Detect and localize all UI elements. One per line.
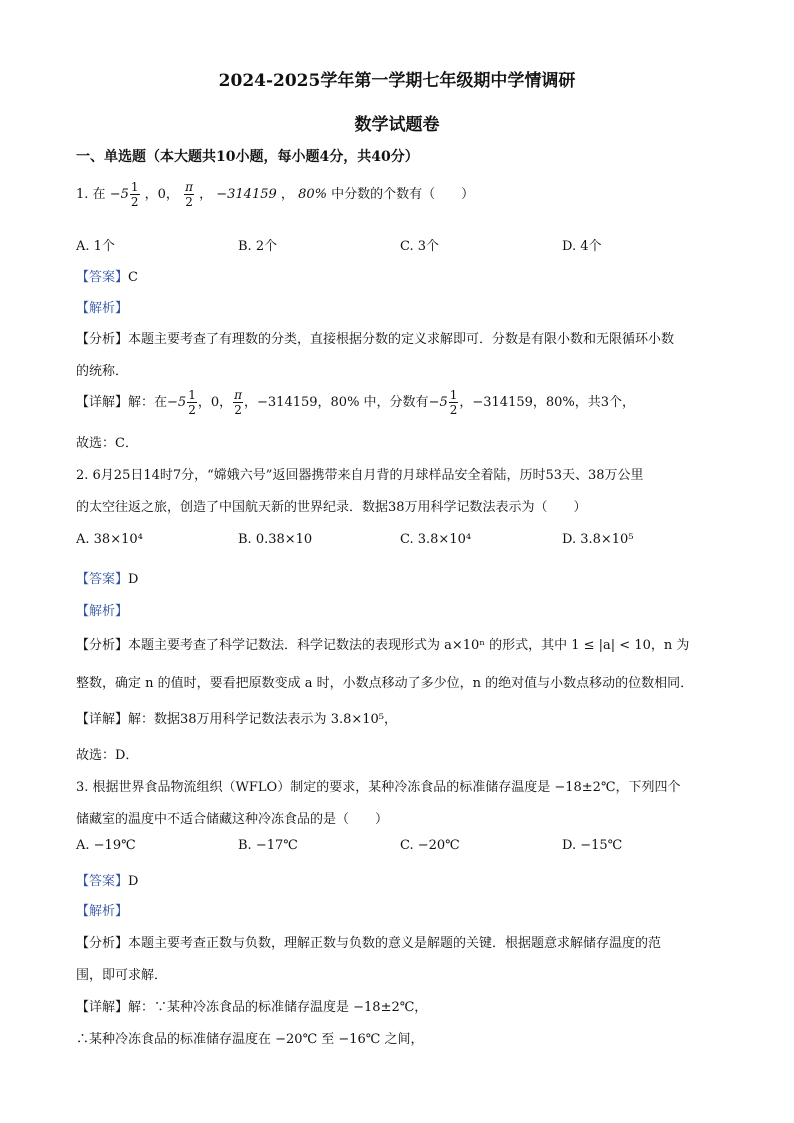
q1-option-d: D. 4个 xyxy=(562,239,602,254)
q2-answer-label: 【答案】 xyxy=(76,572,129,587)
q2-fenxi-line1 xyxy=(76,634,689,653)
q1-xiangjie-a: 解：在 xyxy=(128,395,168,410)
q1-answer-label: 【答案】 xyxy=(76,270,129,285)
q1-fraction xyxy=(130,180,140,209)
q1-analysis-label: 【解析】 xyxy=(76,301,129,316)
q3-fenxi-line1 xyxy=(76,932,661,951)
q1-xj-pi-den: 2 xyxy=(234,403,242,417)
q3-answer-value: D xyxy=(128,874,139,889)
q3-answer-label: 【答案】 xyxy=(76,874,129,889)
q1-fenxi-label: 【分析】 xyxy=(76,332,129,347)
q1-num314: −314159 xyxy=(216,187,277,202)
q1-xiangjie-c: ，−314159，80% 中，分数有 xyxy=(244,395,429,410)
q3-fenxi-line2: 围，即可求解． xyxy=(76,968,168,983)
q1-option-a: A. 1个 xyxy=(76,239,115,254)
q1-frac-num: 1 xyxy=(130,180,139,194)
q1-xj-whole-2: −5 xyxy=(428,395,448,410)
q3-analysis-label: 【解析】 xyxy=(76,904,129,919)
q2-xiangjie xyxy=(76,708,397,727)
q3-xiangjie-label: 【详解】 xyxy=(76,1000,129,1015)
q1-option-b: B. 2个 xyxy=(238,239,278,254)
q1-xiangjie-label: 【详解】 xyxy=(76,395,129,410)
q3-xiangjie-text: 解：∵某种冷冻食品的标准储存温度是 −18±2℃， xyxy=(128,1000,428,1015)
question-3-line1: 3. 根据世界食品物流组织（WFLO）制定的要求，某种冷冻食品的标准储存温度是 −18±2℃，下列四个 xyxy=(76,780,681,795)
q3-option-b: B. −17℃ xyxy=(238,838,298,853)
q1-xj-frac-den-2: 2 xyxy=(449,403,458,417)
q2-option-a: A. 38×10⁴ xyxy=(76,532,143,547)
q1-sep2: ， xyxy=(199,187,213,202)
page-title: 2024-2025学年第一学期七年级期中学情调研 xyxy=(218,71,576,91)
q3-answer xyxy=(76,870,138,889)
q1-pi-num: π xyxy=(185,180,193,194)
q1-prefix: 1. 在 xyxy=(76,187,106,202)
page-subtitle: 数学试题卷 xyxy=(354,115,440,135)
q1-sep1: ，0， xyxy=(144,187,179,202)
q1-pi-den: 2 xyxy=(185,195,193,209)
q1-fenxi-text: 本题主要考查了有理数的分类，直接根据分数的定义求解即可．分数是有限小数和无限循环小数 xyxy=(128,332,675,347)
q2-fenxi-text: 本题主要考查了科学记数法．科学记数法的表现形式为 a×10ⁿ 的形式，其中 1 ≤ |a| < 10，n 为 xyxy=(128,638,690,653)
q2-xiangjie-label: 【详解】 xyxy=(76,712,129,727)
q2-xiangjie-text: 解：数据38万用科学记数法表示为 3.8×10⁵， xyxy=(128,712,398,727)
q1-fenxi-line2: 的统称． xyxy=(76,364,129,379)
q2-fenxi-line2: 整数，确定 n 的值时，要看把原数变成 a 时，小数点移动了多少位，n 的绝对值与小数点移动的位数相同． xyxy=(76,676,694,691)
q1-xj-whole: −5 xyxy=(167,395,187,410)
q1-option-c: C. 3个 xyxy=(400,239,440,254)
q1-suffix: 中分数的个数有（ ） xyxy=(331,187,475,202)
q2-analysis-label: 【解析】 xyxy=(76,604,129,619)
question-1-stem xyxy=(76,180,474,210)
q1-xj-frac-num: 1 xyxy=(188,388,196,402)
q1-fenxi-line1 xyxy=(76,328,674,347)
q1-pi-fraction xyxy=(184,180,194,209)
q1-xiangjie xyxy=(76,386,635,420)
q1-xj-fraction xyxy=(187,388,197,417)
q1-xj-pi-fraction xyxy=(233,388,243,417)
q2-conclusion: 故选：D． xyxy=(76,748,139,763)
q1-sep3: ， xyxy=(280,187,294,202)
question-2-line2: 的太空往返之旅，创造了中国航天新的世界纪录．数据38万用科学记数法表示为（ ） xyxy=(76,500,587,515)
q2-option-b: B. 0.38×10 xyxy=(238,532,313,547)
q1-mixed-whole: −5 xyxy=(109,187,129,202)
q2-answer-value: D xyxy=(128,572,139,587)
q2-option-d: D. 3.8×10⁵ xyxy=(562,532,634,547)
section-heading: 一、单选题（本大题共10小题，每小题4分，共40分） xyxy=(76,149,419,165)
q1-conclusion: 故选：C． xyxy=(76,436,138,451)
q1-xiangjie-d: ，−314159，80%，共3个， xyxy=(459,395,636,410)
q3-fenxi-label: 【分析】 xyxy=(76,936,129,951)
q2-answer xyxy=(76,568,138,587)
q1-xj-pi-num: π xyxy=(234,388,243,402)
q3-option-c: C. −20℃ xyxy=(400,838,460,853)
q1-xj-fraction-2 xyxy=(449,388,459,417)
q1-answer xyxy=(76,266,138,285)
q1-xiangjie-b: ，0， xyxy=(197,395,233,410)
q1-frac-den: 2 xyxy=(130,195,139,209)
q2-fenxi-label: 【分析】 xyxy=(76,638,129,653)
q1-xj-frac-num-2: 1 xyxy=(449,388,458,402)
q1-answer-value: C xyxy=(128,270,138,285)
question-2-line1: 2. 6月25日14时7分，“嫦娥六号”返回器携带来自月背的月球样品安全着陆，历时53天、38万公里 xyxy=(76,468,644,483)
question-3-line2: 储藏室的温度中不适合储藏这种冷冻食品的是（ ） xyxy=(76,812,389,827)
q3-fenxi-text: 本题主要考查正数与负数，理解正数与负数的意义是解题的关键．根据题意求解储存温度的范 xyxy=(128,936,662,951)
q3-option-d: D. −15℃ xyxy=(562,838,623,853)
q2-option-c: C. 3.8×10⁴ xyxy=(400,532,472,547)
q3-option-a: A. −19℃ xyxy=(76,838,136,853)
q1-pct: 80% xyxy=(298,187,327,202)
q1-xj-frac-den: 2 xyxy=(188,403,196,417)
q3-xiangjie-line1 xyxy=(76,996,427,1015)
q3-xiangjie-line2: ∴某种冷冻食品的标准储存温度在 −20℃ 至 −16℃ 之间， xyxy=(76,1032,424,1047)
